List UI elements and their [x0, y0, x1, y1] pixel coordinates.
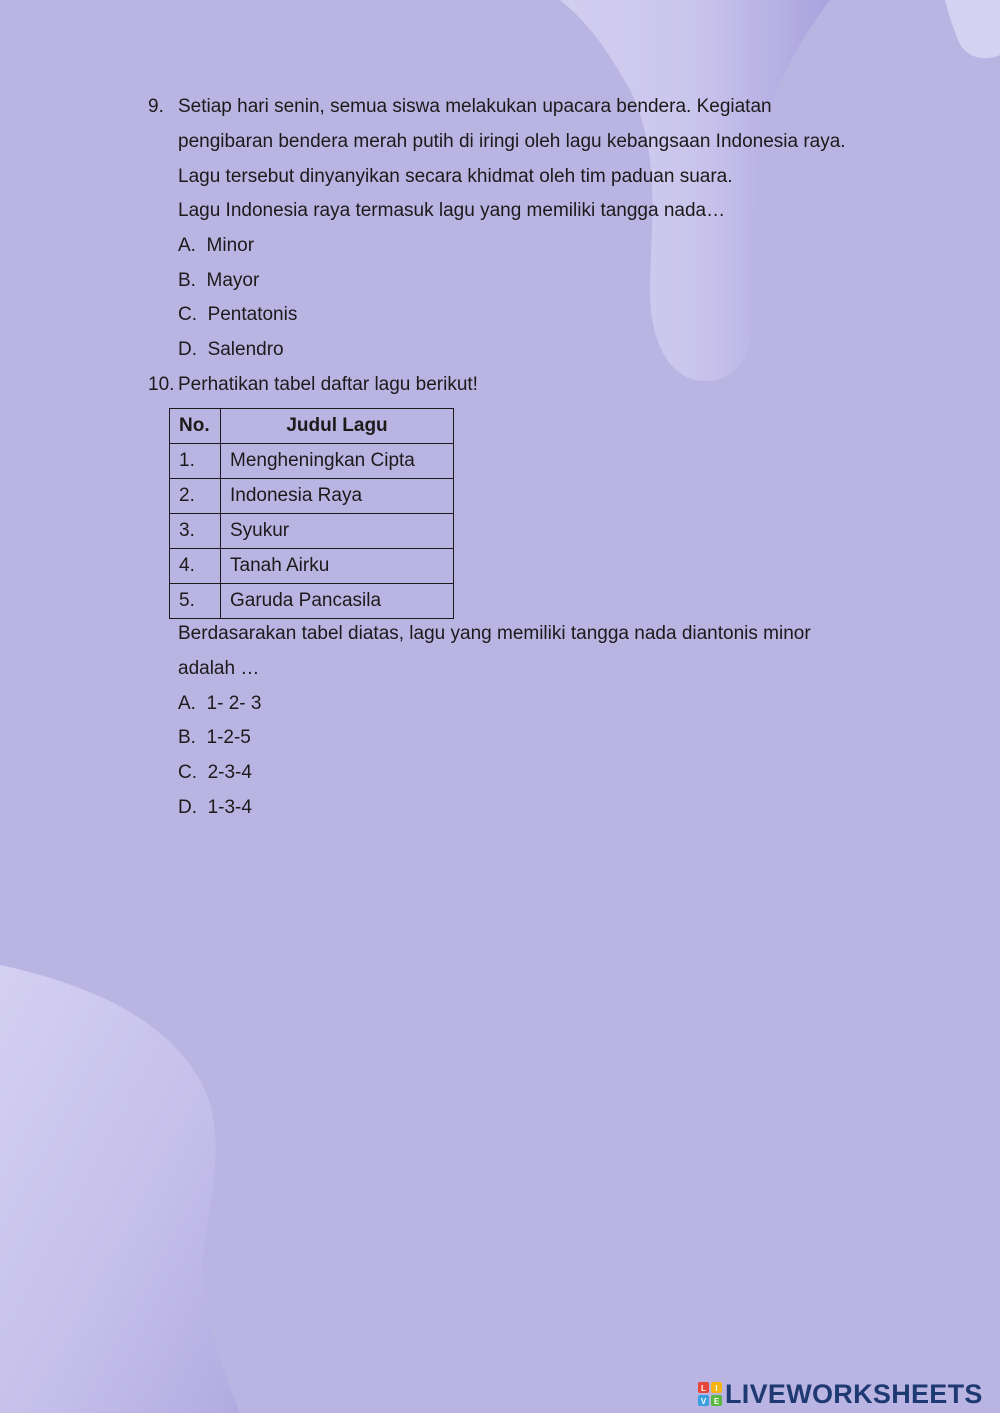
svg-text:I: I: [715, 1384, 718, 1393]
question-10-option-d[interactable]: [178, 796, 252, 820]
question-10-option-c[interactable]: [178, 761, 252, 785]
table-row: [170, 514, 454, 549]
question-9-text-line-3: Lagu tersebut dinyanyikan secara khidmat oleh tim paduan suara.: [178, 166, 733, 187]
option-letter: D.: [178, 339, 197, 360]
option-text: 2-3-4: [207, 762, 252, 783]
table-header-row: [170, 409, 454, 444]
svg-text:L: L: [701, 1384, 706, 1393]
option-text: Salendro: [207, 339, 284, 360]
svg-text:E: E: [713, 1397, 720, 1406]
option-letter: A.: [178, 693, 196, 714]
question-9-option-d[interactable]: [178, 338, 284, 362]
table-cell-number: 2.: [170, 479, 221, 514]
liveworksheets-logo-text: LIVEWORKSHEETS: [725, 1379, 983, 1409]
question-10-number: 10.: [148, 374, 175, 395]
table-row: [170, 584, 454, 619]
option-text: Pentatonis: [207, 304, 298, 325]
option-text: 1- 2- 3: [206, 693, 262, 714]
table-cell-title: Syukur: [221, 514, 454, 549]
option-letter: C.: [178, 304, 197, 325]
question-10-option-b[interactable]: [178, 726, 251, 750]
table-cell-title: Tanah Airku: [221, 549, 454, 584]
question-9-option-b[interactable]: [178, 269, 259, 293]
option-letter: D.: [178, 797, 197, 818]
option-text: 1-3-4: [207, 797, 252, 818]
option-text: 1-2-5: [206, 727, 251, 748]
table-cell-number: 1.: [170, 444, 221, 479]
question-9-text-line-2: pengibaran bendera merah putih di iringi oleh lagu kebangsaan Indonesia raya.: [178, 131, 846, 152]
question-9-text-line-1: Setiap hari senin, semua siswa melakukan upacara bendera. Kegiatan: [178, 96, 772, 117]
svg-text:V: V: [700, 1397, 707, 1406]
table-row: [170, 444, 454, 479]
song-list-table: [169, 408, 454, 619]
option-text: Minor: [206, 235, 255, 256]
table-cell-number: 5.: [170, 584, 221, 619]
table-header-number: No.: [170, 409, 221, 444]
question-9-number: 9.: [148, 96, 164, 117]
option-letter: C.: [178, 762, 197, 783]
question-9-option-a[interactable]: [178, 234, 254, 258]
question-10-intro: Perhatikan tabel daftar lagu berikut!: [178, 374, 478, 395]
question-9-option-c[interactable]: [178, 303, 297, 327]
option-letter: B.: [178, 270, 196, 291]
option-letter: B.: [178, 727, 196, 748]
question-10-text-line-1: Berdasarakan tabel diatas, lagu yang memiliki tangga nada diantonis minor: [178, 623, 811, 644]
table-cell-title: Mengheningkan Cipta: [221, 444, 454, 479]
liveworksheets-logo: [698, 1380, 983, 1408]
option-text: Mayor: [206, 270, 260, 291]
table-row: [170, 479, 454, 514]
table-row: [170, 549, 454, 584]
table-cell-number: 3.: [170, 514, 221, 549]
question-10-text-line-2: adalah …: [178, 658, 260, 679]
question-9-text-line-4: Lagu Indonesia raya termasuk lagu yang memiliki tangga nada…: [178, 200, 726, 221]
table-cell-title: Garuda Pancasila: [221, 584, 454, 619]
table-cell-number: 4.: [170, 549, 221, 584]
table-header-title: Judul Lagu: [221, 409, 454, 444]
liveworksheets-logo-icon: [698, 1382, 722, 1406]
question-10-option-a[interactable]: [178, 692, 261, 716]
option-letter: A.: [178, 235, 196, 256]
table-cell-title: Indonesia Raya: [221, 479, 454, 514]
